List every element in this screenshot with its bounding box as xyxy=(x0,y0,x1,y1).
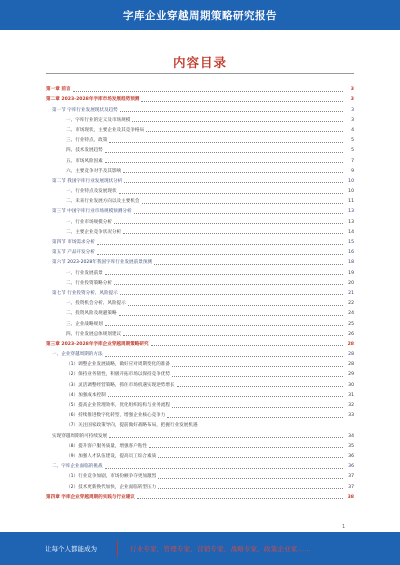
toc-entry-page: 35 xyxy=(348,443,354,449)
toc-entry-title: 第四节 市场需求分析 xyxy=(52,240,95,245)
toc-entry-page: 3 xyxy=(351,117,354,123)
toc-leader-dots xyxy=(172,407,343,408)
toc-entry-page: 36 xyxy=(348,453,354,459)
report-footer xyxy=(0,532,400,565)
toc-entry-page: 36 xyxy=(348,464,354,470)
toc-leader-dots xyxy=(119,315,343,316)
toc-entry-title: 第六节 2023-2028年我国字库行业发展前景预测 xyxy=(52,260,153,266)
toc-entry[interactable] xyxy=(46,331,354,338)
toc-entry-title: （5）提高企业管理效率，优化组织结构与业务流程 xyxy=(66,403,170,408)
toc-leader-dots xyxy=(154,264,343,265)
toc-entry-title: 二、字库企业面临的挑战 xyxy=(52,464,103,470)
toc-entry-title: 第五节 产品开发分析 xyxy=(52,250,95,256)
toc-entry[interactable] xyxy=(46,453,354,460)
toc-entry-title: 三、行业特点、政策 xyxy=(66,138,108,144)
toc-entry-page: 10 xyxy=(348,178,354,184)
toc-leader-dots xyxy=(109,437,343,438)
toc-entry[interactable] xyxy=(46,494,354,501)
toc-entry[interactable] xyxy=(46,351,354,358)
toc-leader-dots xyxy=(128,305,343,306)
toc-entry-page: 13 xyxy=(348,209,354,215)
toc-entry[interactable] xyxy=(46,463,354,470)
toc-entry-page: 7 xyxy=(351,158,354,164)
toc-entry[interactable] xyxy=(46,147,354,154)
toc-leader-dots xyxy=(123,335,343,336)
toc-entry-title: （8）提升客户服务质量，增强客户粘性 xyxy=(66,443,148,449)
toc-leader-dots xyxy=(105,468,343,469)
toc-leader-dots xyxy=(108,396,343,397)
toc-entry[interactable] xyxy=(46,157,354,164)
toc-entry-page: 10 xyxy=(348,189,354,195)
footer-divider xyxy=(117,541,118,557)
toc-leader-dots xyxy=(105,152,343,153)
toc-leader-dots xyxy=(167,417,343,418)
toc-entry[interactable] xyxy=(46,259,354,266)
toc-entry-page: 24 xyxy=(348,311,354,317)
footer-roles: 行业专家，管理专家，营销专家，战略专家，政策企业家…… xyxy=(130,545,311,553)
toc-entry[interactable] xyxy=(46,218,354,225)
toc-entry-page: 25 xyxy=(348,321,354,327)
toc-entry[interactable] xyxy=(46,392,354,399)
toc-entry[interactable] xyxy=(46,96,354,103)
toc-entry-title: 六、主要竞争对手及其影响 xyxy=(66,168,122,174)
toc-entry-title: 第一节 字库行业发展现状及趋势 xyxy=(52,107,118,113)
toc-leader-dots xyxy=(105,325,343,326)
heading-divider xyxy=(46,73,354,74)
toc-entry-page: 14 xyxy=(348,229,354,235)
toc-entry[interactable] xyxy=(46,412,354,419)
toc-leader-dots xyxy=(97,244,343,245)
toc-leader-dots xyxy=(120,111,343,112)
toc-leader-dots xyxy=(151,345,343,346)
toc-entry-page: 30 xyxy=(348,382,354,388)
toc-entry-title: （6）持续推进数字化转型，增强企业核心竞争力 xyxy=(66,413,166,419)
toc-entry-title: （7）关注国家政策导向，提前做好战略布局，把握行业发展机遇 xyxy=(66,423,198,429)
toc-entry[interactable] xyxy=(46,422,354,429)
toc-entry-title: （2）保持业务韧性，积极开拓市场以保持竞争优势 xyxy=(66,372,170,378)
toc-entry-title: 三、企业战略规划 xyxy=(66,321,103,327)
table-of-contents xyxy=(46,86,354,504)
toc-entry[interactable] xyxy=(46,443,354,450)
toc-leader-dots xyxy=(141,101,343,102)
toc-entry[interactable] xyxy=(46,290,354,297)
toc-entry-title: 第一章 前言 xyxy=(46,87,71,93)
toc-leader-dots xyxy=(142,203,343,204)
toc-entry-title: 一、行业发展前景 xyxy=(66,270,103,276)
toc-leader-dots xyxy=(124,182,343,183)
toc-entry-page: 37 xyxy=(348,474,354,480)
toc-entry-title: 二、未来行业发展方向以及主要机会 xyxy=(66,199,140,205)
toc-entry[interactable] xyxy=(46,381,354,388)
toc-leader-dots xyxy=(123,233,343,234)
toc-leader-dots xyxy=(97,254,343,255)
toc-entry[interactable] xyxy=(46,137,354,144)
toc-entry[interactable] xyxy=(46,229,354,236)
toc-entry[interactable] xyxy=(46,300,354,307)
toc-entry-continuation xyxy=(46,432,354,439)
toc-entry[interactable] xyxy=(46,86,354,93)
toc-entry-page: 3 xyxy=(351,107,354,113)
toc-leader-dots xyxy=(105,356,343,357)
toc-entry-title: 四、行业发展总体规划建议 xyxy=(66,331,122,337)
toc-leader-dots xyxy=(158,488,343,489)
toc-entry-title: 第二章 2023-2028年字库市场发展趋势预测 xyxy=(46,97,140,103)
toc-entry-page: 26 xyxy=(348,331,354,337)
toc-entry-page: 13 xyxy=(348,219,354,225)
toc-entry[interactable] xyxy=(46,341,354,348)
toc-entry-title: 第三节 中国字库行业市场规模预测分析 xyxy=(52,209,132,215)
toc-entry[interactable] xyxy=(46,269,354,276)
toc-entry[interactable] xyxy=(46,198,354,205)
toc-entry[interactable] xyxy=(46,188,354,195)
toc-entry-page: 29 xyxy=(348,372,354,378)
toc-entry-title: 四、技术发展趋势 xyxy=(66,148,103,154)
toc-entry-page: 34 xyxy=(348,433,354,439)
toc-entry-title: （4）加强成本控制 xyxy=(66,392,106,398)
toc-entry-title: 一、行业市场规模分析 xyxy=(66,219,112,225)
toc-leader-dots xyxy=(137,498,343,499)
toc-entry[interactable] xyxy=(46,117,354,124)
toc-entry[interactable] xyxy=(46,208,354,215)
toc-leader-dots xyxy=(172,376,343,377)
toc-entry[interactable] xyxy=(46,310,354,317)
toc-leader-dots xyxy=(114,284,343,285)
toc-entry[interactable] xyxy=(46,239,354,246)
toc-entry[interactable] xyxy=(46,402,354,409)
toc-entry[interactable] xyxy=(46,168,354,175)
toc-leader-dots xyxy=(172,366,343,367)
toc-entry-page: 19 xyxy=(348,270,354,276)
toc-entry-page: 31 xyxy=(348,392,354,398)
toc-leader-dots xyxy=(149,447,343,448)
toc-entry[interactable] xyxy=(46,371,354,378)
toc-leader-dots xyxy=(123,172,343,173)
toc-entry[interactable] xyxy=(46,483,354,490)
toc-entry-title: 一、企业穿越周期的方法 xyxy=(52,352,103,358)
toc-leader-dots xyxy=(177,386,343,387)
toc-leader-dots xyxy=(146,131,343,132)
toc-entry-title: 五、市场风险因素 xyxy=(66,158,103,164)
toc-entry-title: 第四章 字库企业穿越周期的实践与行业建议 xyxy=(46,494,135,500)
toc-entry-page: 9 xyxy=(351,168,354,174)
toc-entry-title: （9）加强人才队伍建设，提高员工综合素质 xyxy=(66,453,157,459)
toc-entry-title: （3）灵活调整经营策略，抓住市场机遇实现逆势增长 xyxy=(66,382,175,388)
toc-entry[interactable] xyxy=(46,106,354,113)
toc-entry-page: 37 xyxy=(348,484,354,490)
toc-leader-dots xyxy=(105,274,343,275)
toc-entry-page: 4 xyxy=(351,127,354,133)
toc-entry[interactable] xyxy=(46,320,354,327)
toc-entry-title: 二、投资风险及规避策略 xyxy=(66,311,117,317)
toc-entry-title: 二、主要企业竞争状况分析 xyxy=(66,229,122,235)
toc-entry-page: 5 xyxy=(351,138,354,144)
toc-entry-title: 第二节 我国字库行业发展现状分析 xyxy=(52,178,123,184)
toc-entry-page: 22 xyxy=(348,301,354,307)
toc-leader-dots xyxy=(120,294,343,295)
toc-entry-page: 3 xyxy=(350,97,354,103)
toc-leader-dots xyxy=(134,213,343,214)
toc-entry-page: 28 xyxy=(348,352,354,358)
toc-entry[interactable] xyxy=(46,249,354,256)
toc-entry-title-wrap: 实现穿越周期的可持续发展 xyxy=(52,433,108,439)
toc-entry-title: 二、行业投资策略分析 xyxy=(66,280,112,286)
footer-slogan: 让每个人都能成为 xyxy=(45,545,97,553)
toc-entry-page: 20 xyxy=(348,280,354,286)
toc-entry-page: 33 xyxy=(348,413,354,419)
toc-entry-title: 一、投资机会分析、风险提示 xyxy=(66,301,126,307)
toc-entry[interactable] xyxy=(46,473,354,480)
toc-entry-page: 28 xyxy=(348,362,354,368)
toc-entry-title: 第三章 2023-2028年字库企业穿越周期策略研究 xyxy=(46,341,149,347)
toc-entry[interactable] xyxy=(46,127,354,134)
toc-entry-title: （2）技术更新换代加快，企业面临转型压力 xyxy=(66,484,157,490)
toc-entry-page: 32 xyxy=(348,403,354,408)
toc-entry-page: 16 xyxy=(348,250,354,256)
toc-entry-page: 5 xyxy=(351,148,354,154)
toc-leader-dots xyxy=(119,193,343,194)
report-header xyxy=(0,0,400,30)
toc-leader-dots xyxy=(114,223,343,224)
toc-entry-title: 一、字库行业的定义及市场规模 xyxy=(66,117,131,123)
toc-entry-title: 第七节 行业投资分析、风险提示 xyxy=(52,290,118,296)
toc-leader-dots xyxy=(109,142,343,143)
toc-entry-page: 15 xyxy=(348,240,354,245)
toc-leader-dots xyxy=(158,457,343,458)
toc-entry-title: （1）行业竞争加剧，市场份额争夺更加激烈 xyxy=(66,474,157,480)
toc-entry-page: 28 xyxy=(347,341,354,347)
toc-entry-page: 18 xyxy=(348,260,354,266)
toc-heading: 内容目录 xyxy=(172,55,227,70)
toc-entry[interactable] xyxy=(46,361,354,368)
toc-entry[interactable] xyxy=(46,280,354,287)
page-number: 1 xyxy=(342,524,346,530)
toc-entry-page: 3 xyxy=(350,87,354,93)
toc-entry-title: （1）调整企业发展战略，做好应对周期变化的准备 xyxy=(66,362,170,368)
toc-entry-title: 一、行业特点及发展现状 xyxy=(66,189,117,195)
toc-leader-dots xyxy=(158,478,343,479)
toc-entry-page: 38 xyxy=(347,494,354,500)
toc-entry-page: 21 xyxy=(348,290,354,296)
toc-entry[interactable] xyxy=(46,178,354,185)
toc-entry-page: 11 xyxy=(348,199,354,205)
toc-leader-dots xyxy=(73,91,343,92)
report-title: 字库企业穿越周期策略研究报告 xyxy=(123,9,277,22)
toc-leader-dots xyxy=(132,121,343,122)
toc-leader-dots xyxy=(105,162,343,163)
toc-entry-title: 二、市场现状，主要企业及其竞争格局 xyxy=(66,127,145,133)
